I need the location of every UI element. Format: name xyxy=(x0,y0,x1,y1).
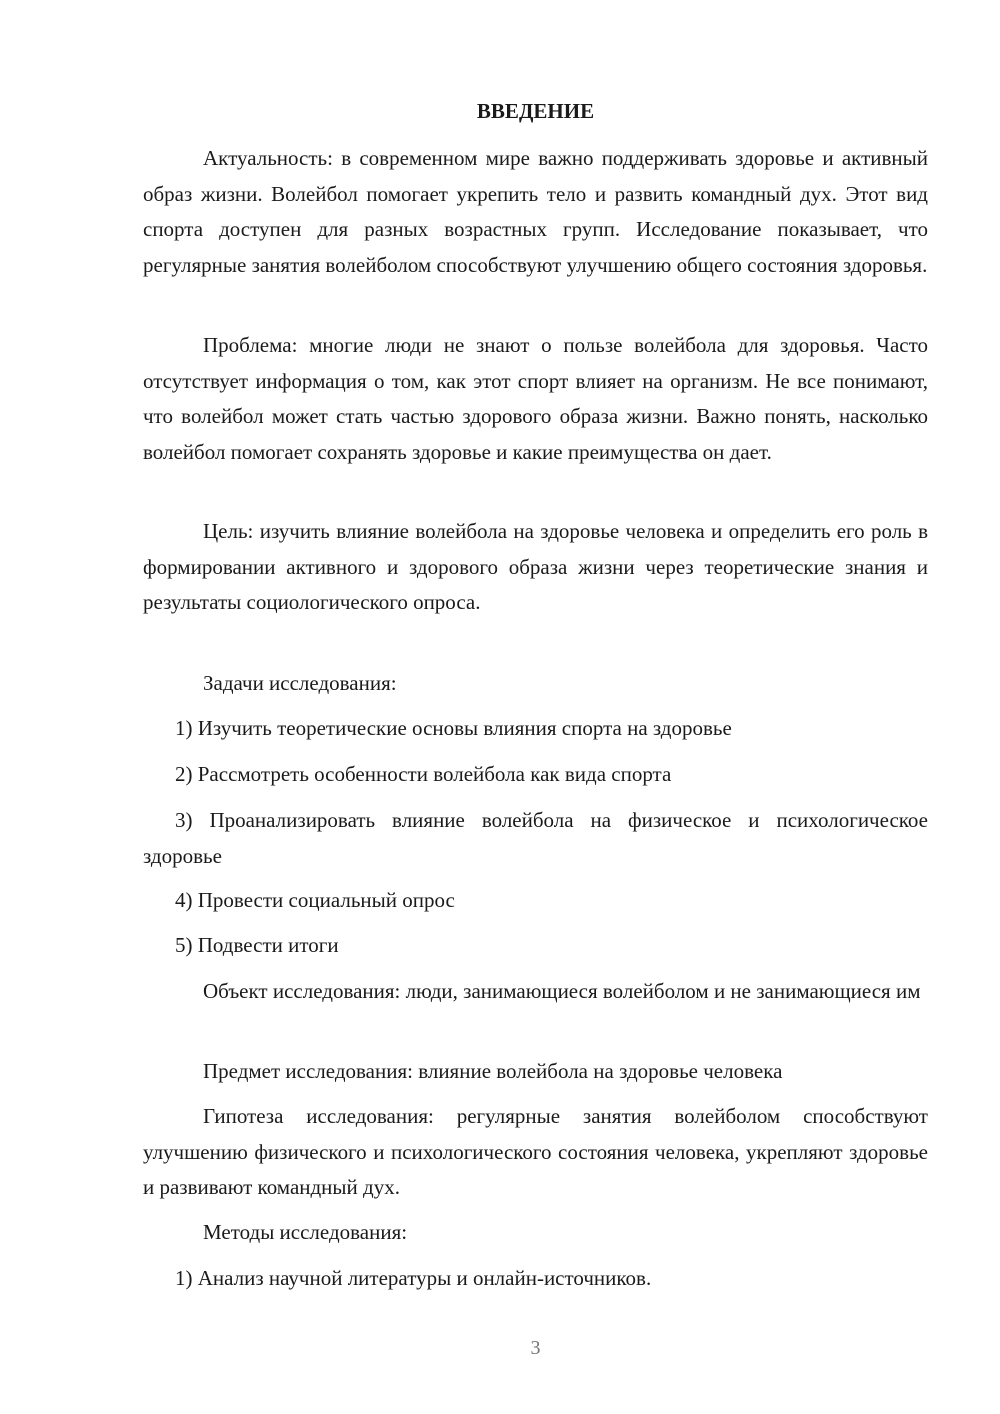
page-number: 3 xyxy=(530,1337,541,1359)
task-item: 4) Провести социальный опрос xyxy=(175,888,455,912)
section-title: ВВЕДЕНИЕ xyxy=(476,99,595,123)
hypothesis-paragraph: Гипотеза исследования: регулярные занятия волейболом способствуют улучшению физического и психологического состояния человека, укрепляют здоровье и развивают командный дух. xyxy=(143,1104,928,1199)
tasks-heading: Задачи исследования: xyxy=(203,671,397,695)
subject-paragraph: Предмет исследования: влияние волейбола на здоровье человека xyxy=(203,1059,783,1083)
task-item: 5) Подвести итоги xyxy=(175,933,339,957)
methods-heading: Методы исследования: xyxy=(203,1220,408,1244)
task-item: 2) Рассмотреть особенности волейбола как вида спорта xyxy=(175,762,672,786)
goal-paragraph: Цель: изучить влияние волейбола на здоровье человека и определить его роль в формировании активного и здорового образа жизни через теоретические знания и результаты социологического опроса. xyxy=(143,519,928,614)
object-paragraph: Объект исследования: люди, занимающиеся волейболом и не занимающиеся им xyxy=(203,979,921,1003)
relevance-paragraph: Актуальность: в современном мире важно поддерживать здоровье и активный образ жизни. Волейбол помогает укрепить тело и развить командный дух. Этот вид спорта доступен для разных возрастных групп. Исследование показывает, что регулярные занятия волейболом способствуют улучшению общего состояния здоровья. xyxy=(143,146,928,277)
task-item: 1) Изучить теоретические основы влияния спорта на здоровье xyxy=(175,716,732,740)
task-item: 3) Проанализировать влияние волейбола на физическое и психологическое здоровье xyxy=(143,808,928,868)
method-item: 1) Анализ научной литературы и онлайн-источников. xyxy=(175,1266,652,1290)
problem-paragraph: Проблема: многие люди не знают о пользе волейбола для здоровья. Часто отсутствует информация о том, как этот спорт влияет на организм. Не все понимают, что волейбол может стать частью здорового образа жизни. Важно понять, насколько волейбол помогает сохранять здоровье и какие преимущества он дает. xyxy=(143,333,928,464)
